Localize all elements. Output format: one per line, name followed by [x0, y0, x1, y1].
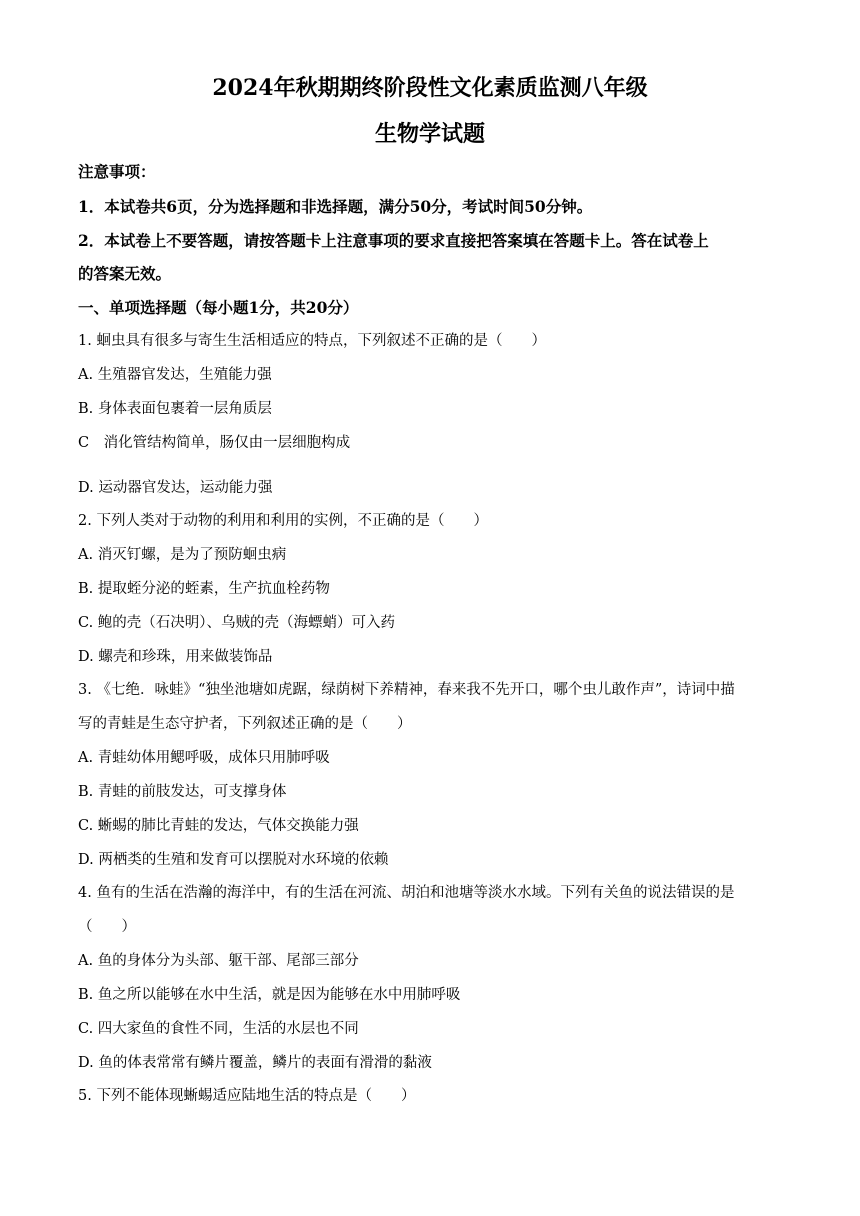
question-option: C 消化管结构简单，肠仅由一层细胞构成	[78, 435, 351, 451]
question-option: B. 青蛙的前肢发达，可支撑身体	[78, 784, 287, 800]
note-item: 1．本试卷共6页，分为选择题和非选择题，满分50分，考试时间50分钟。	[78, 197, 593, 216]
question-option: A. 消灭钉螺，是为了预防蛔虫病	[78, 547, 287, 563]
note-item-continued: 的答案无效。	[78, 264, 172, 283]
question-option: B. 身体表面包裹着一层角质层	[78, 401, 272, 417]
question-option: D. 螺壳和珍珠，用来做装饰品	[78, 649, 273, 665]
question-stem: 3. 《七绝．咏蛙》“独坐池塘如虎踞，绿荫树下养精神，春来我不先开口，哪个虫儿敢作声”，诗词中描	[78, 682, 735, 698]
question-option: C. 蜥蜴的肺比青蛙的发达，气体交换能力强	[78, 818, 359, 834]
question-option: D. 运动器官发达，运动能力强	[78, 480, 273, 496]
exam-subtitle: 生物学试题	[374, 121, 485, 147]
question-option: C. 四大家鱼的食性不同，生活的水层也不同	[78, 1021, 359, 1037]
question-stem: 1. 蛔虫具有很多与寄生生活相适应的特点，下列叙述不正确的是（ ）	[78, 333, 546, 349]
question-option: A. 生殖器官发达，生殖能力强	[78, 367, 272, 383]
notes-heading: 注意事项：	[78, 162, 156, 181]
question-option: A. 鱼的身体分为头部、躯干部、尾部三部分	[78, 953, 359, 969]
note-item: 2．本试卷上不要答题，请按答题卡上注意事项的要求直接把答案填在答题卡上。答在试卷上	[78, 231, 709, 250]
question-option: B. 鱼之所以能够在水中生活，就是因为能够在水中用肺呼吸	[78, 987, 461, 1003]
question-stem-continued: 写的青蛙是生态守护者，下列叙述正确的是（ ）	[78, 716, 412, 732]
question-stem: 4. 鱼有的生活在浩瀚的海洋中，有的生活在河流、胡泊和池塘等淡水水域。下列有关鱼的说法错误的是	[78, 885, 735, 901]
question-stem: 2. 下列人类对于动物的利用和利用的实例，不正确的是（ ）	[78, 513, 488, 529]
question-stem-continued: （ ）	[78, 919, 136, 935]
question-option: A. 青蛙幼体用鳃呼吸，成体只用肺呼吸	[78, 750, 330, 766]
question-option: D. 两栖类的生殖和发育可以摆脱对水环境的依赖	[78, 852, 389, 868]
question-stem: 5. 下列不能体现蜥蜴适应陆地生活的特点是（ ）	[78, 1088, 416, 1104]
question-option: C. 鲍的壳（石决明）、乌贼的壳（海螵蛸）可入药	[78, 615, 396, 631]
section-heading: 一、单项选择题（每小题1分，共20分）	[78, 298, 359, 317]
exam-title: 2024年秋期期终阶段性文化素质监测八年级	[212, 75, 648, 101]
question-option: D. 鱼的体表常常有鳞片覆盖，鳞片的表面有滑滑的黏液	[78, 1055, 432, 1071]
question-option: B. 提取蛭分泌的蛭素，生产抗血栓药物	[78, 581, 330, 597]
